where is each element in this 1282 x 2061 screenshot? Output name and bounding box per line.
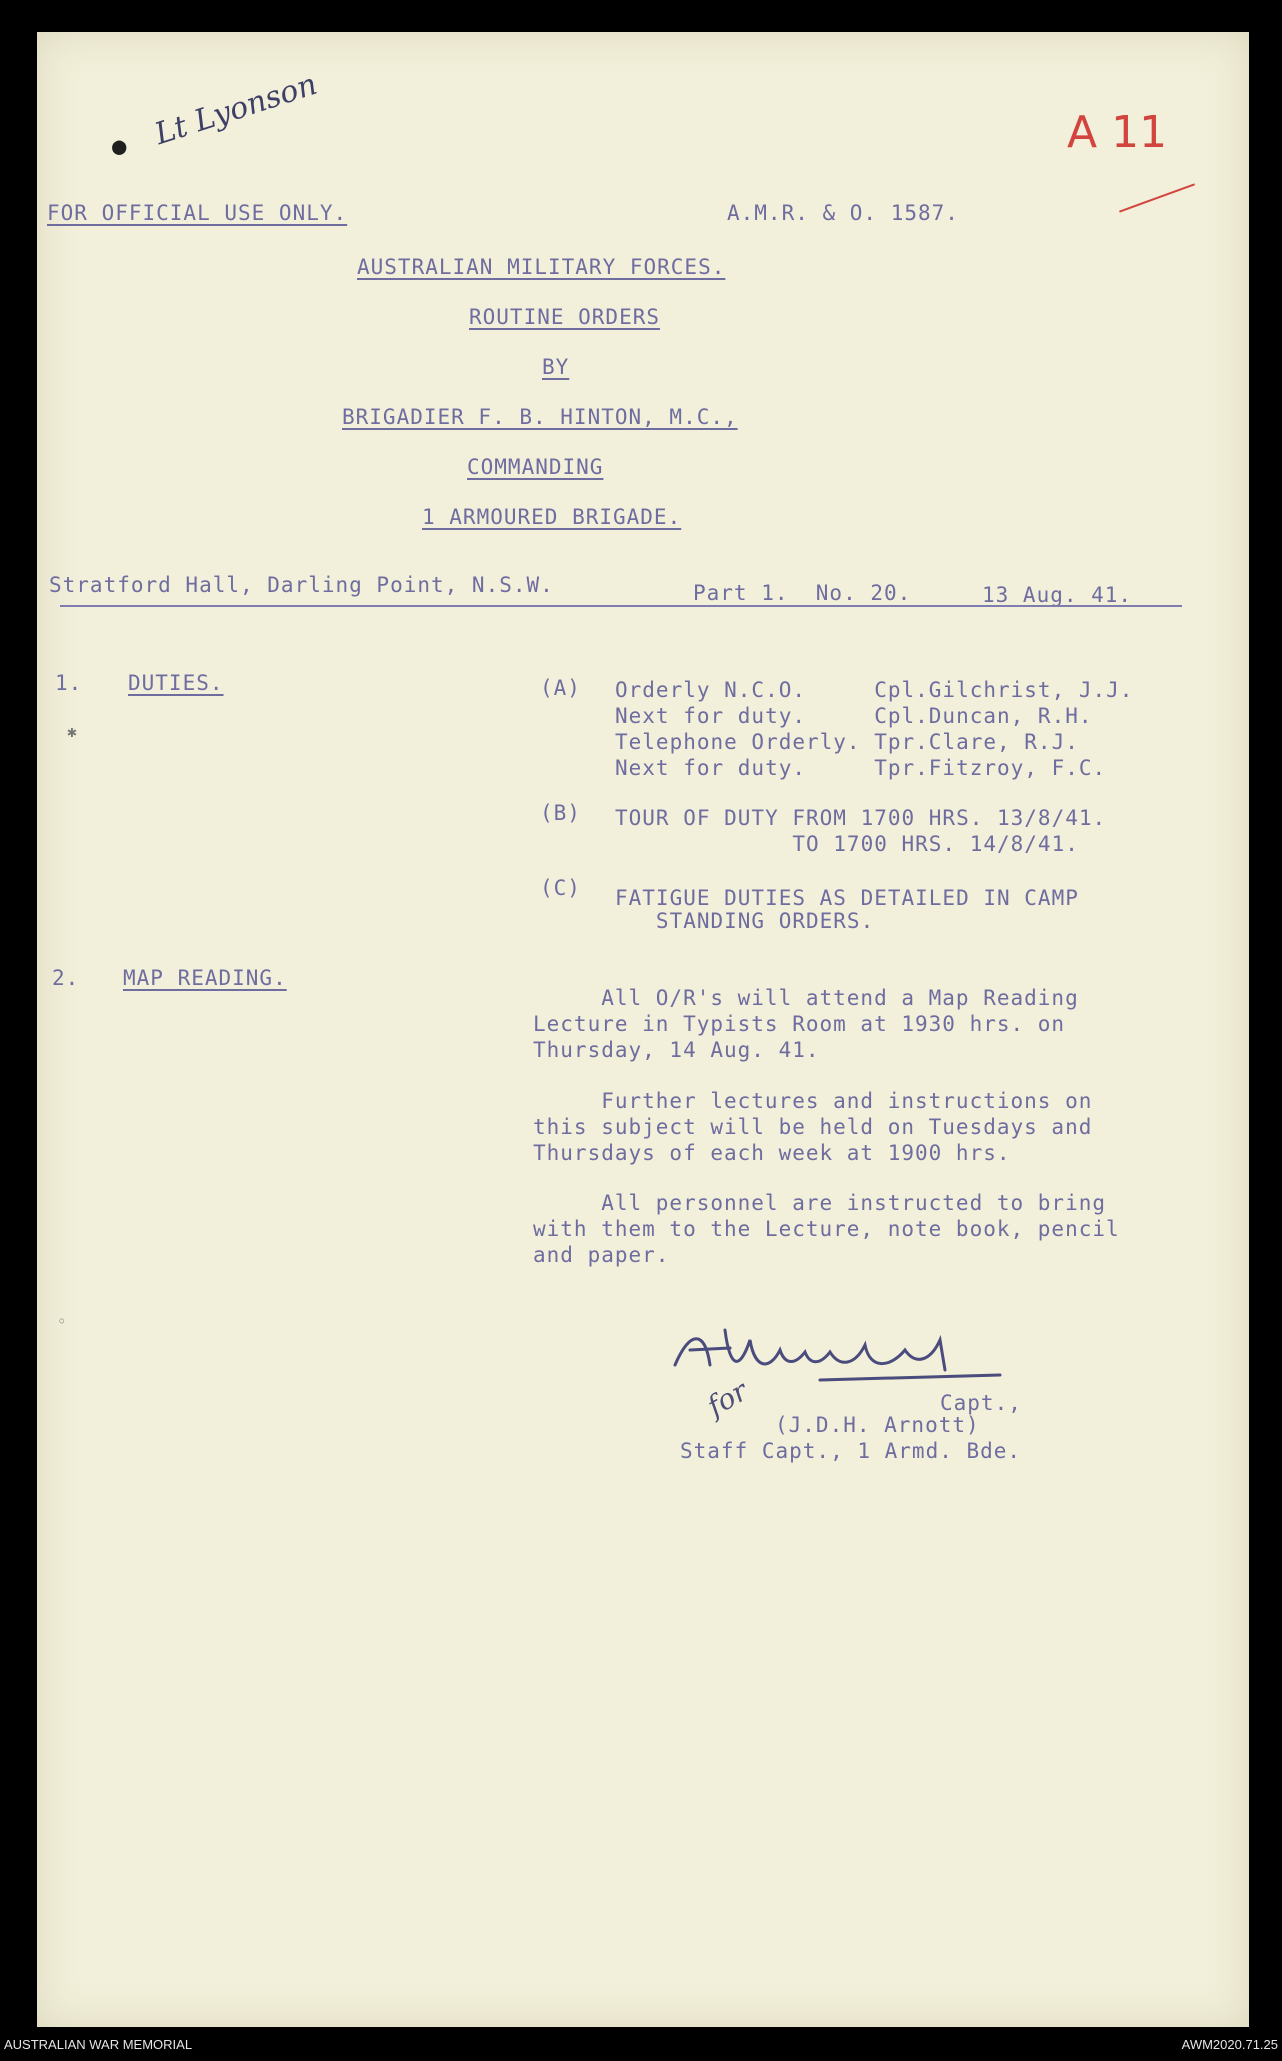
item-line: Orderly N.C.O. Cpl.Gilchrist, J.J. — [615, 678, 1134, 702]
part-number: Part 1. No. 20. — [693, 581, 912, 605]
title-line: AUSTRALIAN MILITARY FORCES. — [357, 255, 726, 279]
title-line: BY — [542, 355, 570, 379]
classification: FOR OFFICIAL USE ONLY. — [47, 201, 348, 225]
amr-reference: A.M.R. & O. 1587. — [727, 201, 959, 225]
header-rule — [60, 605, 1182, 607]
paragraph-line: with them to the Lecture, note book, pencil — [533, 1217, 1120, 1241]
item-line: Next for duty. Cpl.Duncan, R.H. — [615, 704, 1093, 728]
red-underline — [1119, 183, 1195, 212]
title-line: BRIGADIER F. B. HINTON, M.C., — [342, 405, 738, 429]
paragraph-line: Thursdays of each week at 1900 hrs. — [533, 1141, 1011, 1165]
reference-mark: A 11 — [1067, 107, 1168, 158]
item-line: TO 1700 HRS. 14/8/41. — [615, 832, 1079, 856]
signatory-name: (J.D.H. Arnott) — [775, 1413, 980, 1437]
paragraph-line: Lecture in Typists Room at 1930 hrs. on — [533, 1012, 1066, 1036]
signatory-rank: Capt., — [940, 1391, 1022, 1415]
section-heading: DUTIES. — [128, 671, 224, 695]
order-date: 13 Aug. 41. — [982, 583, 1133, 607]
item-label: (A) — [540, 676, 581, 700]
for-mark: for — [701, 1374, 754, 1423]
paragraph-line: All O/R's will attend a Map Reading — [533, 986, 1079, 1010]
paragraph-line: Thursday, 14 Aug. 41. — [533, 1038, 820, 1062]
signature-scrawl — [670, 1310, 1010, 1390]
item-line: Telephone Orderly. Tpr.Clare, R.J. — [615, 730, 1079, 754]
title-line: COMMANDING — [467, 455, 604, 479]
item-line: FATIGUE DUTIES AS DETAILED IN CAMP — [615, 886, 1079, 910]
paragraph-line: All personnel are instructed to bring — [533, 1191, 1107, 1215]
paragraph-line: this subject will be held on Tuesdays and — [533, 1115, 1093, 1139]
item-line: Next for duty. Tpr.Fitzroy, F.C. — [615, 756, 1107, 780]
signatory-appointment: Staff Capt., 1 Armd. Bde. — [680, 1439, 1022, 1463]
handwritten-annotation: Lt Lyonson — [150, 66, 322, 153]
item-label: (B) — [540, 801, 581, 825]
title-line: ROUTINE ORDERS — [469, 305, 661, 329]
item-line: STANDING ORDERS. — [615, 909, 875, 933]
item-line: TOUR OF DUTY FROM 1700 HRS. 13/8/41. — [615, 806, 1107, 830]
section-number: 2. — [52, 966, 80, 990]
paragraph-line: and paper. — [533, 1243, 670, 1267]
item-label: (C) — [540, 876, 581, 900]
paragraph-line: Further lectures and instructions on — [533, 1089, 1093, 1113]
section-number: 1. — [55, 671, 83, 695]
document-page: Lt Lyonson A 11 ● ✱ ◦ FOR OFFICIAL USE ONLY. A.M.R. & O. 1587. AUSTRALIAN MILITARY FORCES. ROUTINE ORDERS BY BRIGADIER F. B. HINTON, M.C., COMMANDING 1 ARMOURED BRIGADE. Stratford Hall, Darling Point, N.S.W. Part 1. No. 20. 13 Aug. 41. — [37, 32, 1249, 2027]
footer-source: AUSTRALIAN WAR MEMORIAL — [4, 2037, 193, 2052]
section-heading: MAP READING. — [123, 966, 287, 990]
location: Stratford Hall, Darling Point, N.S.W. — [49, 573, 554, 597]
footer-accession: AWM2020.71.25 — [1181, 2037, 1278, 2052]
title-line: 1 ARMOURED BRIGADE. — [422, 505, 682, 529]
